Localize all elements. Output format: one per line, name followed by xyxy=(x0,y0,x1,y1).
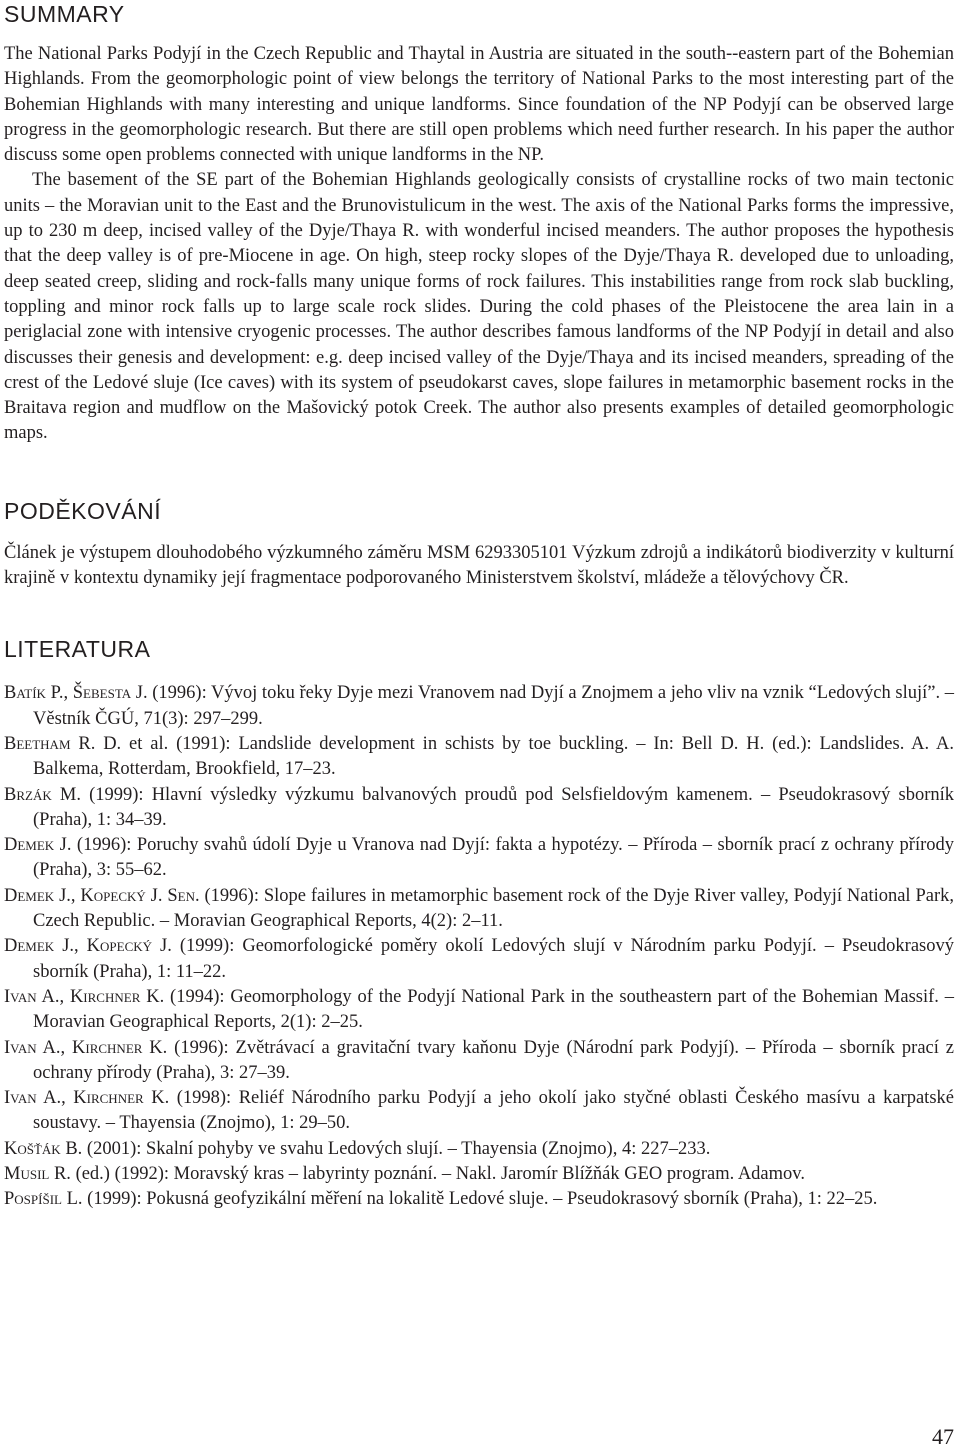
reference-item xyxy=(4,833,954,884)
reference-authors: Demek J., Kopecký J. xyxy=(4,936,172,957)
reference-authors: Ivan A., Kirchner K. xyxy=(4,986,165,1007)
reference-authors: Demek J., Kopecký J. Sen. xyxy=(4,885,200,906)
reference-authors: Batík P., Šebesta J. xyxy=(4,683,148,704)
literature-heading: LITERATURA xyxy=(4,636,151,663)
reference-list xyxy=(4,681,954,1212)
reference-text: (1996): Vývoj toku řeky Dyje mezi Vranovem nad Dyjí a Znojmem a jeho vliv na vznik “Ledových slují”. – Věstník ČGÚ, 71(3): 297–299. xyxy=(33,683,954,729)
reference-item xyxy=(4,1137,954,1162)
reference-text: et al. (1991): Landslide development in schists by toe buckling. – In: Bell D. H. (ed.): Landslides. A. A. Balkema, Rotterdam, Brookfield, 17–23. xyxy=(33,733,955,780)
summary-paragraph: The National Parks Podyjí in the Czech Republic and Thaytal in Austria are situated in the south--eastern part of the Bohemian Highlands. From the geomorphologic point of view belongs the territory of National Parks to the most interesting part of the Bohemian Highlands with many interesting and unique landforms. Since foundation of the NP Podyjí can be observed large progress in the geomorphologic research. But there are still open problems which need further research. In his paper the author discuss some open problems connected with unique landforms in the NP. xyxy=(4,44,954,166)
reference-authors: Košťák B. xyxy=(4,1138,83,1159)
reference-text: (1996): Poruchy svahů údolí Dyje u Vranova nad Dyjí: fakta a hypotézy. – Příroda – sborník prací z ochrany přírody (Praha), 3: 55–62. xyxy=(33,835,955,881)
reference-item xyxy=(4,1036,954,1087)
reference-text: (1996): Slope failures in metamorphic basement rock of the Dyje River valley, Podyjí National Park, Czech Republic. – Moravian Geographical Reports, 4(2): 2–11. xyxy=(33,885,954,932)
reference-authors: Demek J. xyxy=(4,835,72,856)
reference-text: (2001): Skalní pohyby ve svahu Ledových slují. – Thayensia (Znojmo), 4: 227–233. xyxy=(82,1138,711,1159)
reference-item xyxy=(4,884,954,935)
summary-heading: SUMMARY xyxy=(4,1,125,27)
reference-item xyxy=(4,1187,954,1212)
reference-item xyxy=(4,681,954,732)
page-content xyxy=(4,0,954,1213)
reference-authors: Ivan A., Kirchner K. xyxy=(4,1088,170,1109)
reference-text: (1994): Geomorphology of the Podyjí National Park in the southeastern part of the Bohemian Massif. – Moravian Geographical Reports, 2(1): 2–25. xyxy=(33,986,954,1033)
acknowledgement-text: Článek je výstupem dlouhodobého výzkumného záměru MSM 6293305101 Výzkum zdrojů a indikátorů biodiverzity v kulturní krajině v kontextu dynamiky její fragmentace podporovaného Ministerstvem školství, mládeže a tělovýchovy ČR. xyxy=(4,542,954,589)
reference-authors: Ivan A., Kirchner K. xyxy=(4,1037,168,1058)
summary-paragraph: The basement of the SE part of the Bohemian Highlands geologically consists of crystalline rocks of two main tectonic units – the Moravian unit to the East and the Brunovistulicum in the west. The axis of the National Parks forms the impressive, up to 230 m deep, incised valley of the Dyje/Thaya R. with wonderful incised meanders. The author proposes the hypothesis that the deep valley is of pre-Miocene in age. On high, steep rocky slopes of the Dyje/Thaya R. developed due to unloading, deep seated creep, sliding and rock-falls many unique forms of rock failures. This instabilities range from rock slab buckling, toppling and minor rock falls up to large scale rock slides. During the cold phases of the Pleistocene the area lain in a periglacial zone with intensive cryogenic processes. The author describes famous landforms of the NP Podyjí in detail and also discusses their genesis and development: e.g. deep incised valley of the Dyje/Thaya and its incised meanders, spreading of the crest of the Ledové sluje (Ice caves) with its system of pseudokarst caves, slope failures in metamorphic basement rocks in the Braitava region and mudflow on the Mašovický potok Creek. The author also presents examples of detailed geomorphologic maps. xyxy=(4,170,954,444)
reference-text: (ed.) (1992): Moravský kras – labyrinty poznání. – Nakl. Jaromír Blížňák GEO program. Adamov. xyxy=(70,1163,805,1184)
page-number: 47 xyxy=(932,1424,954,1449)
reference-text: (1999): Hlavní výsledky výzkumu balvanových proudů pod Selsfieldovým kamenem. – Pseudokrasový sborník (Praha), 1: 34–39. xyxy=(33,784,954,830)
reference-item xyxy=(4,934,954,985)
reference-text: (1999): Pokusná geofyzikální měření na lokalitě Ledové sluje. – Pseudokrasový sborník (Praha), 1: 22–25. xyxy=(82,1189,878,1210)
reference-authors: Beetham R. D. xyxy=(4,733,122,754)
reference-authors: Brzák M. xyxy=(4,784,81,805)
reference-item xyxy=(4,1162,954,1187)
reference-item xyxy=(4,732,954,783)
reference-item xyxy=(4,1086,954,1137)
reference-authors: Musil R. xyxy=(4,1163,71,1184)
reference-text: (1998): Reliéf Národního parku Podyjí a jeho okolí jako styčné oblasti Českého masívu a karpatské soustavy. – Thayensia (Znojmo), 1: 29–50. xyxy=(33,1088,954,1134)
summary-body xyxy=(4,42,954,447)
reference-item xyxy=(4,783,954,834)
reference-authors: Pospíšil L. xyxy=(4,1189,83,1210)
reference-text: (1999): Geomorfologické poměry okolí Ledových slují v Národním parku Podyjí. – Pseudokrasový sborník (Praha), 1: 11–22. xyxy=(33,936,954,982)
acknowledgement-heading: PODĚKOVÁNÍ xyxy=(4,497,162,524)
reference-item xyxy=(4,985,954,1036)
reference-text: (1996): Zvětrávací a gravitační tvary kaňonu Dyje (Národní park Podyjí). – Příroda – sborník prací z ochrany přírody (Praha), 3: 27–39. xyxy=(33,1037,954,1083)
